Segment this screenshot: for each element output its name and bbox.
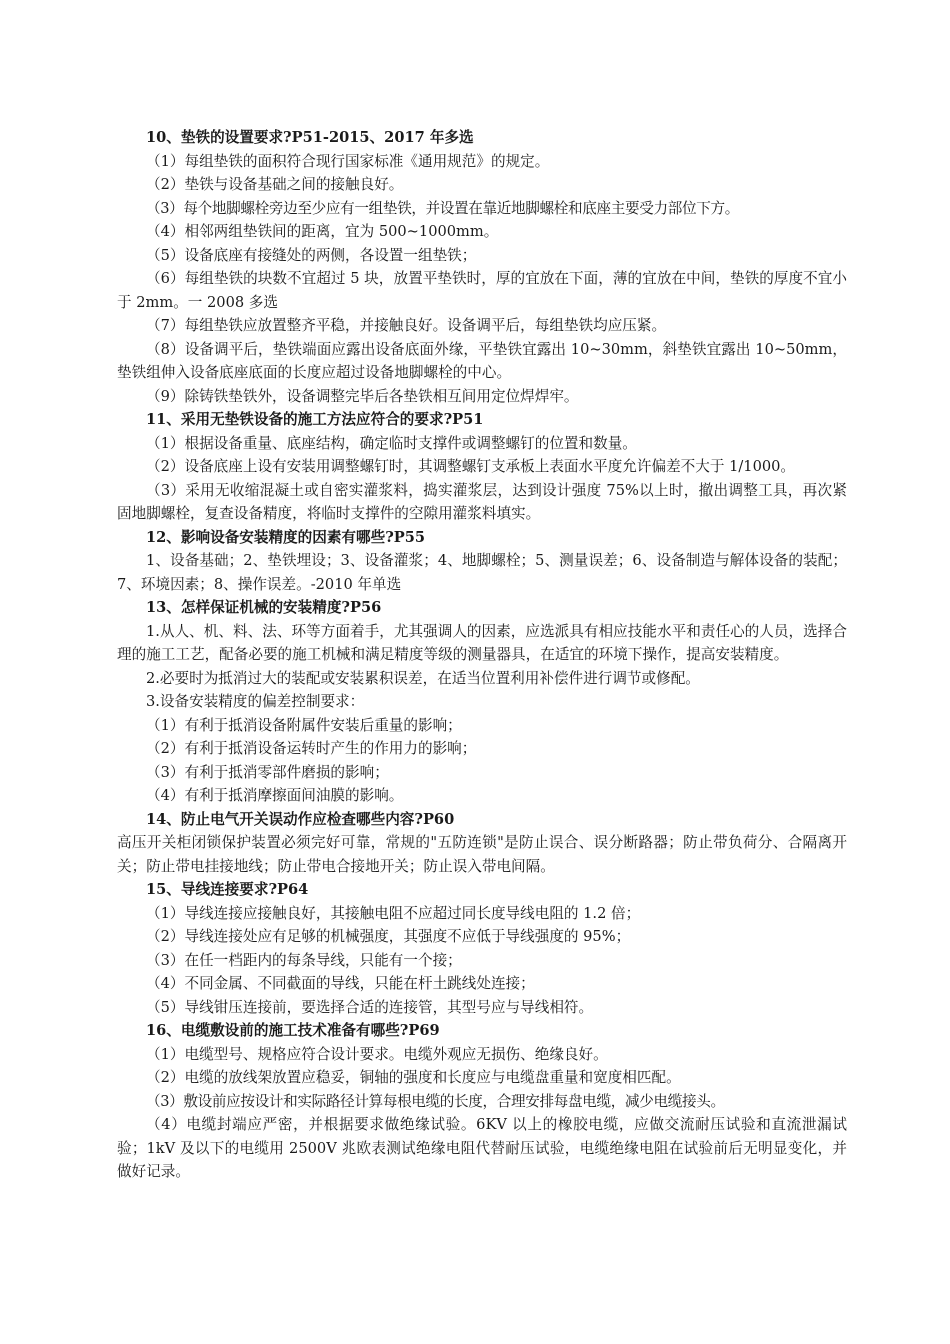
section-10-item-3: （3）每个地脚螺栓旁边至少应有一组垫铁，并设置在靠近地脚螺栓和底座主要受力部位下方。 — [146, 199, 739, 217]
section-16-item-3: （3）敷设前应按设计和实际路径计算每根电缆的长度，合理安排每盘电缆，减少电缆接头。 — [146, 1092, 725, 1110]
section-15-item-4: （4）不同金属、不同截面的导线，只能在杆土跳线处连接； — [146, 975, 535, 992]
section-15-item-2: （2）导线连接处应有足够的机械强度，其强度不应低于导线强度的 95%； — [146, 928, 631, 945]
section-10-item-7: （7）每组垫铁应放置整齐平稳，并接触良好。设备调平后，每组垫铁均应压紧。 — [146, 317, 667, 334]
section-16-item-4: （4）电缆封端应严密，并根据要求做绝缘试验。6KV 以上的橡胶电缆，应做交流耐压试验和直流泄漏试验；1kV 及以下的电缆用 2500V 兆欧表测试绝缘电阻代替耐压试验，电缆绝缘电阻在试验前后无明显变化，并做好记录。 — [117, 1116, 847, 1180]
section-13-item-4: （1）有利于抵消设备附属件安装后重量的影响； — [146, 716, 462, 734]
section-10-item-1: （1）每组垫铁的面积符合现行国家标准《通用规范》的规定。 — [146, 152, 550, 170]
section-10-item-2: （2）垫铁与设备基础之间的接触良好。 — [146, 176, 404, 193]
section-10-item-4: （4）相邻两组垫铁间的距离，宜为 500~1000mm。 — [146, 223, 499, 240]
section-16-item-1: （1）电缆型号、规格应符合设计要求。电缆外观应无损伤、绝缘良好。 — [146, 1045, 608, 1063]
section-16-item-2: （2）电缆的放线架放置应稳妥，铜轴的强度和长度应与电缆盘重量和宽度相匹配。 — [146, 1069, 681, 1086]
section-11-heading: 11、采用无垫铁设备的施工方法应符合的要求?P51 — [146, 411, 484, 428]
section-11-item-1: （1）根据设备重量、底座结构，确定临时支撑件或调整螺钉的位置和数量。 — [146, 434, 637, 452]
section-10-item-9: （9）除铸铁垫铁外，设备调整完毕后各垫铁相互间用定位焊焊牢。 — [146, 387, 579, 405]
section-10-item-8: （8）设备调平后，垫铁端面应露出设备底面外缘，平垫铁宜露出 10~30mm，斜垫铁宜露出 10~50mm，垫铁组伸入设备底座底面的长度应超过设备地脚螺栓的中心。 — [117, 340, 847, 381]
section-14-heading: 14、防止电气开关误动作应检查哪些内容?P60 — [146, 810, 455, 828]
section-15-item-1: （1）导线连接应接触良好，其接触电阻不应超过同长度导线电阻的 1.2 倍； — [146, 904, 641, 922]
section-13-item-2: 2.必要时为抵消过大的装配或安装累积误差，在适当位置利用补偿件进行调节或修配。 — [146, 669, 700, 687]
section-10-item-5: （5）设备底座有接缝处的两侧，各设置一组垫铁； — [146, 246, 477, 264]
section-13-item-5: （2）有利于抵消设备运转时产生的作用力的影响； — [146, 740, 477, 757]
section-10-item-6: （6）每组垫铁的块数不宜超过 5 块，放置平垫铁时，厚的宜放在下面，薄的宜放在中间，垫铁的厚度不宜小于 2mm。一 2008 多选 — [117, 270, 847, 311]
section-13-item-7: （4）有利于抵消摩擦面间油膜的影响。 — [146, 787, 404, 804]
document-body — [117, 126, 847, 1184]
section-11-item-3: （3）采用无收缩混凝土或自密实灌浆料，捣实灌浆层，达到设计强度 75%以上时，撤出调整工具，再次紧固地脚螺栓，复查设备精度，将临时支撑件的空隙用灌浆料填实。 — [117, 481, 847, 522]
section-16-heading: 16、电缆敷设前的施工技术准备有哪些?P69 — [146, 1022, 440, 1039]
section-11-item-2: （2）设备底座上设有安装用调整螺钉时，其调整螺钉支承板上表面水平度允许偏差不大于 1/1000。 — [146, 458, 796, 475]
section-12-heading: 12、影响设备安装精度的因素有哪些?P55 — [146, 528, 426, 546]
section-13-item-1: 1.从人、机、料、法、环等方面着手，尤其强调人的因素，应选派具有相应技能水平和责任心的人员，选择合理的施工工艺，配备必要的施工机械和满足精度等级的测量器具，在适宜的环境下操作，提高安装精度。 — [117, 622, 847, 663]
section-13-heading: 13、怎样保证机械的安装精度?P56 — [146, 599, 382, 616]
section-14-item-1: 高压开关柜闭锁保护装置必须完好可靠，常规的"五防连锁"是防止误合、误分断路器；防止带负荷分、合隔离开关；防止带电挂接地线；防止带电合接地开关；防止误入带电间隔。 — [117, 834, 847, 875]
section-15-item-3: （3）在任一档距内的每条导线，只能有一个接； — [146, 951, 462, 969]
section-13-item-3: 3.设备安装精度的偏差控制要求： — [146, 693, 365, 710]
section-15-heading: 15、导线连接要求?P64 — [146, 881, 309, 898]
section-10-heading: 10、垫铁的设置要求?P51-2015、2017 年多选 — [146, 129, 474, 146]
section-13-item-6: （3）有利于抵消零部件磨损的影响； — [146, 763, 389, 781]
section-12-item-1: 1、设备基础；2、垫铁埋设；3、设备灌浆；4、地脚螺栓；5、测量误差；6、设备制造与解体设备的装配；7、环境因素；8、操作误差。-2010 年单选 — [117, 552, 847, 593]
section-15-item-5: （5）导线钳压连接前，要选择合适的连接管，其型号应与导线相符。 — [146, 998, 594, 1016]
